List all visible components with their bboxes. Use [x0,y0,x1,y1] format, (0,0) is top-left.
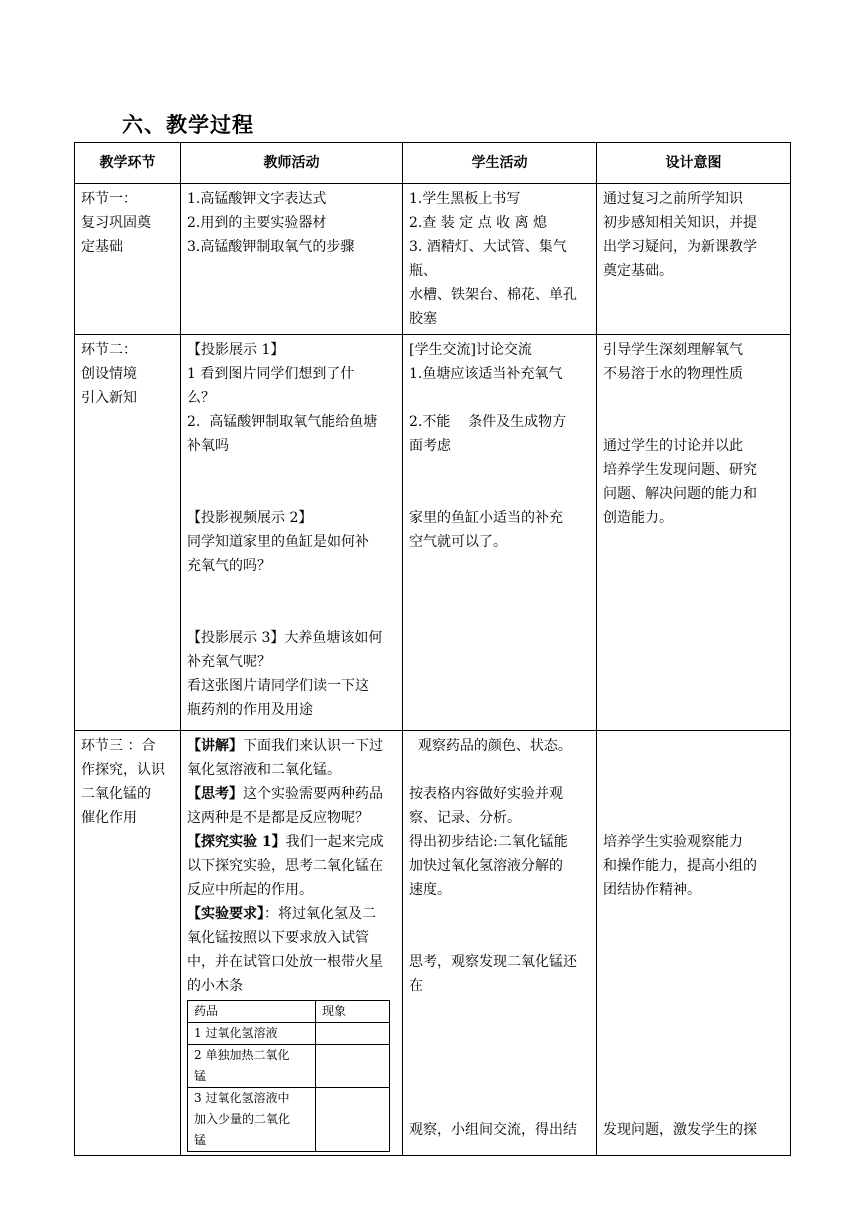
text-line: 这两种是不是都是反应物呢？ [187,810,369,826]
table-row [188,1001,390,1023]
text-line: 氧化锰按照以下要求放入试管 [187,930,369,946]
phenomenon-cell [316,1045,390,1088]
reagent-cell [188,1088,316,1152]
text-line: 催化作用 [81,810,137,826]
experiment-table [187,1000,390,1152]
teacher-cell [181,335,403,731]
stage-cell [75,731,181,1156]
text-line [187,734,396,758]
text-line: 1.学生黑板上书写 [409,191,521,207]
text-line: 二氧化锰的 [81,786,151,802]
text-line: 1.高锰酸钾文字表达式 [187,191,327,207]
reagent-cell [188,1045,316,1088]
text-line: 速度。 [409,882,451,898]
text-line: 创设情境 [81,366,137,382]
text-line: 出学习疑问，为新课教学 [603,239,757,255]
text-line: 的小木条 [187,978,243,994]
bold-label: 【思考】 [187,786,243,802]
text-line: 瓶药剂的作用及用途 [187,702,313,718]
teacher-cell [181,731,403,1156]
student-cell [403,335,597,731]
text-line: 水槽、铁架台、棉花、单孔 [409,287,577,303]
text-line: 在 [409,978,423,994]
bold-label: 【讲解】 [187,738,243,754]
intent-cell [597,184,791,335]
text-line: 2. 高锰酸钾制取氧气能给鱼塘 [187,414,378,430]
text-line: 团结协作精神。 [603,882,701,898]
bold-label: 【探究实验 1】 [187,834,286,850]
student-cell [403,184,597,335]
text-line: 按表格内容做好实验并观 [409,786,563,802]
text-line: 复习巩固奠 [81,215,151,231]
text-line: 定基础 [81,239,123,255]
intent-cell [597,335,791,731]
text-line: 以下探究实验，思考二氧化锰在 [187,858,383,874]
table-row [75,335,791,731]
text-line: 3. 酒精灯、大试管、集气瓶、 [409,239,567,279]
student-cell [403,731,597,1156]
text-line: 察、记录、分析。 [409,810,521,826]
text-line: 锰 [194,1069,207,1083]
text-line: 不易溶于水的物理性质 [603,366,743,382]
table-row [75,731,791,1156]
table-row [188,1045,390,1088]
text-line: 充氧气的吗？ [187,558,271,574]
text-line: 中，并在试管口处放一根带火星 [187,954,383,970]
text-line: 引入新知 [81,390,137,406]
text-line: 通过学生的讨论并以此 [603,438,743,454]
header-teacher: 教师活动 [181,143,403,184]
text-line: 2.查 装 定 点 收 离 熄 [409,215,548,231]
text-line: 环节一： [81,191,137,207]
text-line: 空气就可以了。 [409,534,507,550]
teacher-cell [181,184,403,335]
table-row [75,184,791,335]
text-line: 面考虑 [409,438,451,454]
header-stage: 教学环节 [75,143,181,184]
text-line: 发现问题，激发学生的探 [603,1122,757,1138]
text-line: 补充氧气呢？ [187,654,271,670]
header-student: 学生活动 [403,143,597,184]
text-line: 作探究，认识 [81,762,165,778]
text: 这个实验需要两种药品 [243,786,383,802]
text-line: 家里的鱼缸小适当的补充 [409,510,563,526]
text-line [187,830,396,854]
text-line: 环节三 ：合 [81,738,156,754]
text-line: 1 看到图片同学们想到了什 [187,366,355,382]
text-line [187,782,396,806]
header-reagent: 药品 [188,1001,316,1023]
text-line: 加入少量的二氧化 [194,1112,291,1126]
text-line: 反应中所起的作用。 [187,882,313,898]
text-line: 【投影展示 3】大养鱼塘该如何 [187,630,383,646]
text-line: 锰 [194,1133,207,1147]
text-line: 问题、解决问题的能力和 [603,486,757,502]
text-line: 奠定基础。 [603,263,673,279]
table-header-row [75,143,791,184]
text-line: 观察药品的颜色、状态。 [409,738,572,754]
phenomenon-cell [316,1088,390,1152]
text-line: 氧化氢溶液和二氧化锰。 [187,762,341,778]
text: ：将过氧化氢及二 [264,906,376,922]
text-line: 【投影视频展示 2】 [187,510,313,526]
text-line: 补氧吗 [187,438,229,454]
text-line: 加快过氧化氢溶液分解的 [409,858,563,874]
phenomenon-cell [316,1023,390,1045]
text-line: 么？ [187,390,215,406]
text-line: 和操作能力，提高小组的 [603,858,757,874]
text-line: 得出初步结论:二氧化锰能 [409,834,568,850]
bold-label: 【实验要求】 [187,906,264,922]
text-line: [学生交流]讨论交流 [409,342,532,358]
text-line: 培养学生发现问题、研究 [603,462,757,478]
text-line: 思考，观察发现二氧化锰还 [409,954,577,970]
intent-cell [597,731,791,1156]
header-intent: 设计意图 [597,143,791,184]
stage-cell [75,184,181,335]
stage-cell [75,335,181,731]
text-line: 引导学生深刻理解氧气 [603,342,743,358]
text-line: 2 单独加热二氧化 [194,1048,290,1062]
text-line: 2.不能 条件及生成物方 [409,414,567,430]
table-row [188,1088,390,1152]
table-row [188,1023,390,1045]
text-line: 2.用到的主要实验器材 [187,215,327,231]
text-line: 环节二： [81,342,137,358]
text-line: 培养学生实验观察能力 [603,834,743,850]
text-line: 3.高锰酸钾制取氧气的步骤 [187,239,355,255]
header-phenomenon: 现象 [316,1001,390,1023]
text-line: 胶塞 [409,311,437,327]
text: 下面我们来认识一下过 [243,738,383,754]
section-title: 六、教学过程 [122,113,254,137]
teaching-process-table [74,142,791,1156]
text: 我们一起来完成 [285,834,384,850]
text-line: 看这张图片请同学们读一下这 [187,678,369,694]
text-line: 初步感知相关知识，并提 [603,215,757,231]
text-line: 1 过氧化氢溶液 [194,1026,278,1040]
text-line: 1.鱼塘应该适当补充氧气 [409,366,563,382]
text-line: 观察，小组间交流，得出结 [409,1122,577,1138]
text-line [187,902,396,926]
text-line: 【投影展示 1】 [187,342,285,358]
text-line: 创造能力。 [603,510,673,526]
text-line: 通过复习之前所学知识 [603,191,743,207]
text-line: 同学知道家里的鱼缸是如何补 [187,534,369,550]
reagent-cell [188,1023,316,1045]
text-line: 3 过氧化氢溶液中 [194,1091,290,1105]
